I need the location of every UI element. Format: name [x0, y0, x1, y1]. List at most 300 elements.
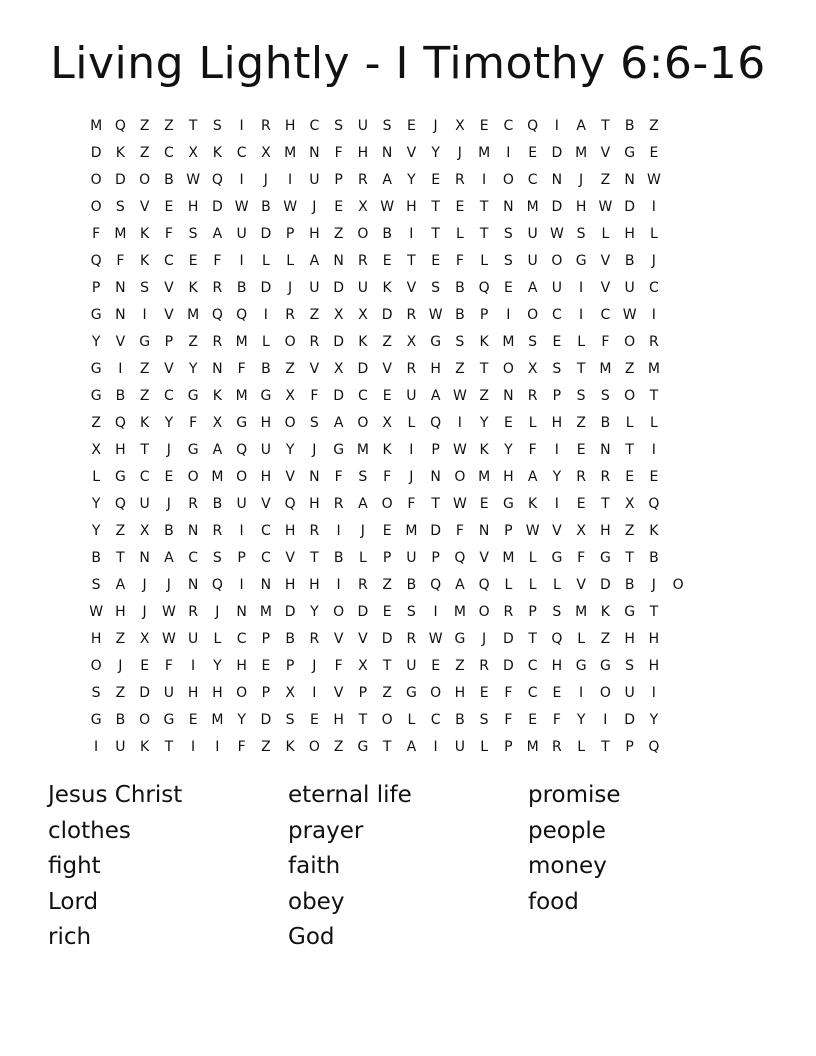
grid-letter[interactable]: Y	[213, 658, 222, 674]
grid-letter[interactable]: N	[187, 577, 199, 593]
grid-letter[interactable]: Q	[478, 280, 490, 296]
grid-letter[interactable]: X	[382, 415, 392, 431]
grid-letter[interactable]: T	[601, 496, 610, 512]
grid-letter[interactable]: G	[90, 388, 102, 404]
grid-letter[interactable]: O	[357, 415, 369, 431]
grid-letter[interactable]: J	[409, 469, 414, 485]
grid-letter[interactable]: V	[164, 280, 174, 296]
grid-letter[interactable]: C	[260, 550, 271, 566]
grid-letter[interactable]: E	[406, 118, 416, 134]
grid-letter[interactable]: I	[554, 442, 559, 458]
grid-letter[interactable]: H	[624, 226, 635, 242]
grid-letter[interactable]: L	[358, 550, 367, 566]
grid-letter[interactable]: T	[479, 199, 489, 215]
grid-letter[interactable]: Q	[211, 172, 223, 188]
grid-letter[interactable]: J	[651, 577, 656, 593]
grid-letter[interactable]: E	[334, 199, 344, 215]
grid-letter[interactable]: U	[139, 496, 150, 512]
grid-letter[interactable]: U	[309, 172, 320, 188]
grid-letter[interactable]: L	[286, 253, 295, 269]
grid-letter[interactable]: Z	[455, 658, 465, 674]
grid-letter[interactable]: I	[94, 739, 99, 755]
grid-letter[interactable]: X	[624, 496, 635, 512]
grid-letter[interactable]: Q	[211, 307, 223, 323]
grid-letter[interactable]: S	[576, 388, 586, 404]
grid-letter[interactable]: F	[528, 442, 537, 458]
grid-letter[interactable]: I	[579, 280, 584, 296]
grid-letter[interactable]: P	[504, 739, 513, 755]
grid-letter[interactable]: O	[599, 685, 611, 701]
grid-letter[interactable]: G	[90, 712, 102, 728]
grid-letter[interactable]: N	[236, 604, 247, 620]
grid-letter[interactable]: C	[503, 118, 514, 134]
grid-letter[interactable]: R	[188, 604, 198, 620]
grid-letter[interactable]: C	[648, 280, 659, 296]
grid-letter[interactable]: Z	[188, 334, 198, 350]
grid-letter[interactable]: M	[526, 199, 539, 215]
grid-letter[interactable]: V	[406, 145, 417, 161]
grid-letter[interactable]: H	[284, 577, 296, 593]
grid-letter[interactable]: Y	[310, 604, 319, 620]
grid-letter[interactable]: F	[504, 712, 513, 728]
grid-letter[interactable]: I	[409, 442, 414, 458]
grid-letter[interactable]: B	[164, 172, 174, 188]
grid-letter[interactable]: I	[482, 172, 487, 188]
grid-letter[interactable]: H	[260, 469, 272, 485]
grid-letter[interactable]: K	[140, 253, 150, 269]
grid-letter[interactable]: K	[382, 280, 392, 296]
grid-letter[interactable]: K	[212, 145, 222, 161]
grid-letter[interactable]: V	[406, 280, 417, 296]
grid-letter[interactable]: I	[579, 685, 584, 701]
grid-letter[interactable]: Z	[624, 361, 635, 377]
grid-letter[interactable]: W	[89, 604, 104, 620]
grid-letter[interactable]: S	[625, 658, 635, 674]
grid-letter[interactable]: H	[551, 658, 563, 674]
grid-letter[interactable]: R	[406, 631, 417, 647]
grid-letter[interactable]: T	[601, 118, 610, 134]
grid-letter[interactable]: M	[502, 334, 515, 350]
grid-letter[interactable]: K	[382, 442, 392, 458]
grid-letter[interactable]: X	[333, 307, 344, 323]
grid-letter[interactable]: T	[188, 118, 198, 134]
grid-letter[interactable]: N	[503, 199, 514, 215]
grid-letter[interactable]: W	[452, 388, 467, 404]
grid-letter[interactable]: H	[309, 226, 320, 242]
grid-letter[interactable]: E	[309, 712, 319, 728]
grid-letter[interactable]: H	[309, 577, 320, 593]
grid-letter[interactable]: R	[309, 334, 320, 350]
grid-letter[interactable]: X	[358, 658, 368, 674]
grid-letter[interactable]: D	[90, 145, 102, 161]
grid-letter[interactable]: S	[576, 226, 586, 242]
grid-letter[interactable]: G	[163, 712, 175, 728]
grid-letter[interactable]: W	[525, 523, 540, 539]
grid-letter[interactable]: E	[552, 685, 562, 701]
grid-letter[interactable]: G	[624, 604, 636, 620]
grid-letter[interactable]: H	[454, 685, 466, 701]
grid-letter[interactable]: S	[431, 280, 441, 296]
grid-letter[interactable]: O	[381, 496, 393, 512]
grid-letter[interactable]: S	[382, 118, 392, 134]
grid-letter[interactable]: S	[309, 415, 319, 431]
grid-letter[interactable]: V	[139, 199, 150, 215]
grid-letter[interactable]: O	[236, 685, 248, 701]
grid-letter[interactable]: R	[358, 172, 368, 188]
grid-letter[interactable]: E	[164, 469, 174, 485]
grid-letter[interactable]: L	[649, 415, 658, 431]
grid-letter[interactable]: B	[624, 118, 635, 134]
grid-letter[interactable]: P	[431, 550, 440, 566]
grid-letter[interactable]: C	[527, 172, 538, 188]
grid-letter[interactable]: L	[577, 739, 586, 755]
grid-letter[interactable]: Z	[115, 685, 126, 701]
grid-letter[interactable]: A	[455, 577, 465, 593]
grid-letter[interactable]: H	[187, 685, 199, 701]
grid-letter[interactable]: R	[600, 469, 611, 485]
grid-letter[interactable]: O	[502, 361, 514, 377]
grid-letter[interactable]: V	[164, 361, 174, 377]
grid-letter[interactable]: J	[118, 658, 123, 674]
grid-letter[interactable]: Z	[139, 118, 150, 134]
grid-letter[interactable]: I	[215, 739, 220, 755]
grid-letter[interactable]: U	[236, 496, 247, 512]
grid-letter[interactable]: C	[430, 712, 441, 728]
grid-letter[interactable]: Z	[139, 145, 150, 161]
grid-letter[interactable]: C	[551, 307, 562, 323]
grid-letter[interactable]: I	[554, 118, 559, 134]
grid-letter[interactable]: I	[239, 523, 244, 539]
grid-letter[interactable]: X	[285, 685, 295, 701]
grid-letter[interactable]: Z	[624, 523, 635, 539]
grid-letter[interactable]: E	[576, 442, 586, 458]
grid-letter[interactable]: K	[479, 442, 489, 458]
grid-letter[interactable]: R	[649, 334, 659, 350]
grid-letter[interactable]: R	[552, 739, 562, 755]
grid-letter[interactable]: Q	[211, 577, 223, 593]
grid-letter[interactable]: E	[528, 712, 538, 728]
grid-letter[interactable]: L	[480, 253, 489, 269]
grid-letter[interactable]: I	[191, 658, 196, 674]
grid-letter[interactable]: K	[285, 739, 295, 755]
grid-letter[interactable]: N	[551, 172, 563, 188]
grid-letter[interactable]: M	[356, 442, 369, 458]
grid-letter[interactable]: U	[188, 631, 199, 647]
grid-letter[interactable]: G	[260, 388, 272, 404]
grid-letter[interactable]: E	[261, 658, 271, 674]
grid-letter[interactable]: U	[115, 739, 126, 755]
grid-letter[interactable]: J	[288, 280, 293, 296]
grid-letter[interactable]: N	[503, 388, 514, 404]
grid-letter[interactable]: T	[479, 361, 489, 377]
grid-letter[interactable]: A	[430, 388, 441, 404]
grid-letter[interactable]: U	[357, 118, 368, 134]
grid-letter[interactable]: S	[503, 226, 513, 242]
grid-letter[interactable]: A	[212, 442, 223, 458]
grid-letter[interactable]: P	[479, 307, 489, 323]
grid-letter[interactable]: D	[624, 712, 636, 728]
grid-letter[interactable]: I	[457, 415, 462, 431]
grid-letter[interactable]: L	[625, 415, 634, 431]
grid-letter[interactable]: A	[333, 415, 344, 431]
grid-letter[interactable]: W	[622, 307, 637, 323]
grid-letter[interactable]: U	[406, 388, 417, 404]
grid-letter[interactable]: M	[478, 469, 491, 485]
grid-letter[interactable]: H	[575, 199, 587, 215]
grid-letter[interactable]: H	[115, 442, 126, 458]
grid-letter[interactable]: L	[261, 334, 270, 350]
grid-letter[interactable]: H	[284, 118, 296, 134]
grid-letter[interactable]: H	[357, 145, 369, 161]
grid-letter[interactable]: T	[310, 550, 319, 566]
grid-letter[interactable]: I	[603, 712, 608, 728]
grid-letter[interactable]: S	[358, 469, 368, 485]
grid-letter[interactable]: B	[382, 226, 392, 242]
grid-letter[interactable]: Y	[188, 361, 198, 377]
grid-letter[interactable]: W	[161, 604, 176, 620]
grid-letter[interactable]: A	[309, 253, 320, 269]
grid-letter[interactable]: J	[263, 172, 268, 188]
grid-letter[interactable]: E	[431, 253, 441, 269]
grid-letter[interactable]: Q	[114, 496, 126, 512]
grid-letter[interactable]: L	[261, 253, 270, 269]
grid-letter[interactable]: D	[333, 334, 345, 350]
grid-letter[interactable]: E	[479, 685, 489, 701]
grid-letter[interactable]: V	[358, 631, 368, 647]
grid-letter[interactable]: Z	[115, 523, 126, 539]
grid-letter[interactable]: W	[428, 307, 443, 323]
grid-letter[interactable]: Q	[430, 415, 442, 431]
grid-letter[interactable]: H	[333, 712, 344, 728]
grid-letter[interactable]: Z	[382, 685, 392, 701]
grid-letter[interactable]: E	[382, 523, 392, 539]
grid-letter[interactable]: M	[235, 388, 248, 404]
grid-letter[interactable]: Z	[139, 388, 150, 404]
grid-letter[interactable]: J	[312, 658, 317, 674]
grid-letter[interactable]: L	[649, 226, 658, 242]
grid-letter[interactable]: G	[333, 442, 345, 458]
grid-letter[interactable]: U	[236, 226, 247, 242]
grid-letter[interactable]: U	[260, 442, 271, 458]
grid-letter[interactable]: L	[455, 226, 464, 242]
grid-letter[interactable]: F	[407, 496, 416, 512]
letter-grid[interactable]	[84, 113, 744, 761]
grid-letter[interactable]: L	[92, 469, 101, 485]
grid-letter[interactable]: D	[624, 199, 636, 215]
grid-letter[interactable]: O	[672, 577, 684, 593]
grid-letter[interactable]: D	[357, 604, 369, 620]
grid-letter[interactable]: H	[648, 658, 660, 674]
grid-letter[interactable]: D	[333, 280, 345, 296]
grid-letter[interactable]: I	[239, 172, 244, 188]
grid-letter[interactable]: Y	[431, 145, 440, 161]
grid-letter[interactable]: I	[239, 577, 244, 593]
grid-letter[interactable]: Z	[309, 307, 320, 323]
grid-letter[interactable]: P	[285, 658, 295, 674]
grid-letter[interactable]: T	[479, 226, 489, 242]
grid-letter[interactable]: U	[454, 739, 465, 755]
grid-letter[interactable]: Y	[164, 415, 174, 431]
grid-letter[interactable]: X	[188, 145, 198, 161]
grid-letter[interactable]: D	[381, 307, 393, 323]
grid-letter[interactable]: V	[479, 550, 489, 566]
grid-letter[interactable]: W	[452, 442, 467, 458]
grid-letter[interactable]: D	[260, 280, 272, 296]
grid-letter[interactable]: W	[161, 631, 176, 647]
grid-letter[interactable]: O	[551, 253, 563, 269]
grid-letter[interactable]: S	[600, 388, 610, 404]
grid-letter[interactable]: U	[624, 280, 635, 296]
grid-letter[interactable]: F	[310, 388, 319, 404]
grid-letter[interactable]: Y	[552, 469, 562, 485]
grid-letter[interactable]: Y	[91, 334, 101, 350]
grid-letter[interactable]: R	[527, 388, 538, 404]
grid-letter[interactable]: B	[333, 550, 344, 566]
grid-letter[interactable]: Y	[91, 496, 101, 512]
grid-letter[interactable]: X	[406, 334, 417, 350]
grid-letter[interactable]: B	[115, 388, 126, 404]
grid-letter[interactable]: I	[239, 118, 244, 134]
grid-letter[interactable]: P	[237, 550, 246, 566]
grid-letter[interactable]: S	[91, 685, 101, 701]
grid-letter[interactable]: F	[334, 145, 343, 161]
grid-letter[interactable]: I	[336, 523, 341, 539]
grid-letter[interactable]: K	[528, 496, 538, 512]
grid-letter[interactable]: S	[285, 712, 295, 728]
grid-letter[interactable]: G	[405, 685, 417, 701]
grid-letter[interactable]: K	[212, 388, 222, 404]
grid-letter[interactable]: F	[116, 253, 125, 269]
grid-letter[interactable]: W	[549, 226, 564, 242]
grid-letter[interactable]: I	[651, 307, 656, 323]
grid-letter[interactable]: I	[312, 685, 317, 701]
grid-letter[interactable]: P	[382, 550, 392, 566]
grid-letter[interactable]: E	[382, 253, 392, 269]
grid-letter[interactable]: V	[552, 523, 562, 539]
grid-letter[interactable]: E	[479, 496, 489, 512]
grid-letter[interactable]: K	[140, 415, 150, 431]
grid-letter[interactable]: K	[188, 280, 198, 296]
grid-letter[interactable]: Z	[382, 577, 392, 593]
grid-letter[interactable]: V	[600, 253, 611, 269]
grid-letter[interactable]: T	[528, 631, 537, 647]
grid-letter[interactable]: D	[381, 631, 393, 647]
grid-letter[interactable]: L	[407, 415, 416, 431]
grid-letter[interactable]: M	[478, 145, 491, 161]
grid-letter[interactable]: B	[624, 577, 635, 593]
grid-letter[interactable]: D	[139, 685, 151, 701]
grid-letter[interactable]: M	[187, 307, 200, 323]
grid-letter[interactable]: U	[309, 280, 320, 296]
grid-letter[interactable]: S	[528, 334, 538, 350]
grid-letter[interactable]: O	[357, 226, 369, 242]
grid-letter[interactable]: M	[405, 523, 418, 539]
grid-letter[interactable]: R	[285, 307, 295, 323]
grid-letter[interactable]: B	[455, 280, 465, 296]
grid-letter[interactable]: S	[552, 361, 562, 377]
grid-letter[interactable]: G	[551, 550, 563, 566]
grid-letter[interactable]: G	[430, 334, 442, 350]
grid-letter[interactable]: C	[527, 685, 538, 701]
grid-letter[interactable]: P	[431, 442, 440, 458]
grid-letter[interactable]: K	[115, 145, 125, 161]
grid-letter[interactable]: L	[577, 631, 586, 647]
grid-letter[interactable]: E	[625, 469, 635, 485]
grid-letter[interactable]: Z	[285, 361, 295, 377]
grid-letter[interactable]: N	[624, 172, 635, 188]
grid-letter[interactable]: J	[482, 631, 487, 647]
grid-letter[interactable]: L	[480, 739, 489, 755]
grid-letter[interactable]: S	[406, 604, 416, 620]
grid-letter[interactable]: I	[554, 496, 559, 512]
grid-letter[interactable]: X	[333, 361, 344, 377]
grid-letter[interactable]: U	[406, 658, 417, 674]
grid-letter[interactable]: R	[188, 496, 198, 512]
grid-letter[interactable]: C	[163, 388, 174, 404]
grid-letter[interactable]: D	[551, 145, 563, 161]
grid-letter[interactable]: N	[139, 550, 150, 566]
grid-letter[interactable]: T	[116, 550, 125, 566]
grid-letter[interactable]: B	[624, 253, 635, 269]
grid-letter[interactable]: Z	[164, 118, 174, 134]
grid-letter[interactable]: F	[455, 253, 464, 269]
grid-letter[interactable]: R	[479, 658, 489, 674]
grid-letter[interactable]: E	[431, 172, 441, 188]
grid-letter[interactable]: Y	[479, 415, 489, 431]
grid-letter[interactable]: B	[115, 712, 126, 728]
grid-letter[interactable]: S	[91, 577, 101, 593]
grid-letter[interactable]: F	[552, 712, 561, 728]
grid-letter[interactable]: O	[90, 172, 102, 188]
grid-letter[interactable]: S	[115, 199, 125, 215]
grid-letter[interactable]: P	[334, 172, 343, 188]
grid-letter[interactable]: B	[285, 631, 295, 647]
grid-letter[interactable]: Z	[455, 361, 465, 377]
grid-letter[interactable]: W	[646, 172, 661, 188]
grid-letter[interactable]: I	[118, 361, 123, 377]
grid-letter[interactable]: Z	[139, 361, 150, 377]
grid-letter[interactable]: X	[261, 145, 271, 161]
grid-letter[interactable]: U	[163, 685, 174, 701]
grid-letter[interactable]: Q	[648, 739, 660, 755]
grid-letter[interactable]: R	[358, 253, 368, 269]
grid-letter[interactable]: P	[504, 523, 513, 539]
grid-letter[interactable]: R	[309, 631, 320, 647]
grid-letter[interactable]: M	[114, 226, 127, 242]
grid-letter[interactable]: O	[284, 415, 296, 431]
grid-letter[interactable]: D	[599, 577, 611, 593]
grid-letter[interactable]: W	[186, 172, 201, 188]
grid-letter[interactable]: Y	[237, 712, 246, 728]
grid-letter[interactable]: K	[140, 226, 150, 242]
grid-letter[interactable]: I	[506, 145, 511, 161]
grid-letter[interactable]: O	[454, 469, 466, 485]
grid-letter[interactable]: X	[358, 307, 368, 323]
grid-letter[interactable]: I	[191, 739, 196, 755]
grid-letter[interactable]: E	[382, 604, 392, 620]
grid-letter[interactable]: B	[212, 496, 223, 512]
grid-letter[interactable]: I	[506, 307, 511, 323]
grid-letter[interactable]: H	[309, 496, 320, 512]
grid-letter[interactable]: I	[579, 307, 584, 323]
grid-letter[interactable]: U	[527, 253, 538, 269]
grid-letter[interactable]: N	[187, 523, 199, 539]
grid-letter[interactable]: Z	[576, 415, 586, 431]
grid-letter[interactable]: M	[502, 550, 515, 566]
grid-letter[interactable]: H	[115, 604, 126, 620]
grid-letter[interactable]: O	[236, 469, 248, 485]
grid-letter[interactable]: M	[90, 118, 103, 134]
